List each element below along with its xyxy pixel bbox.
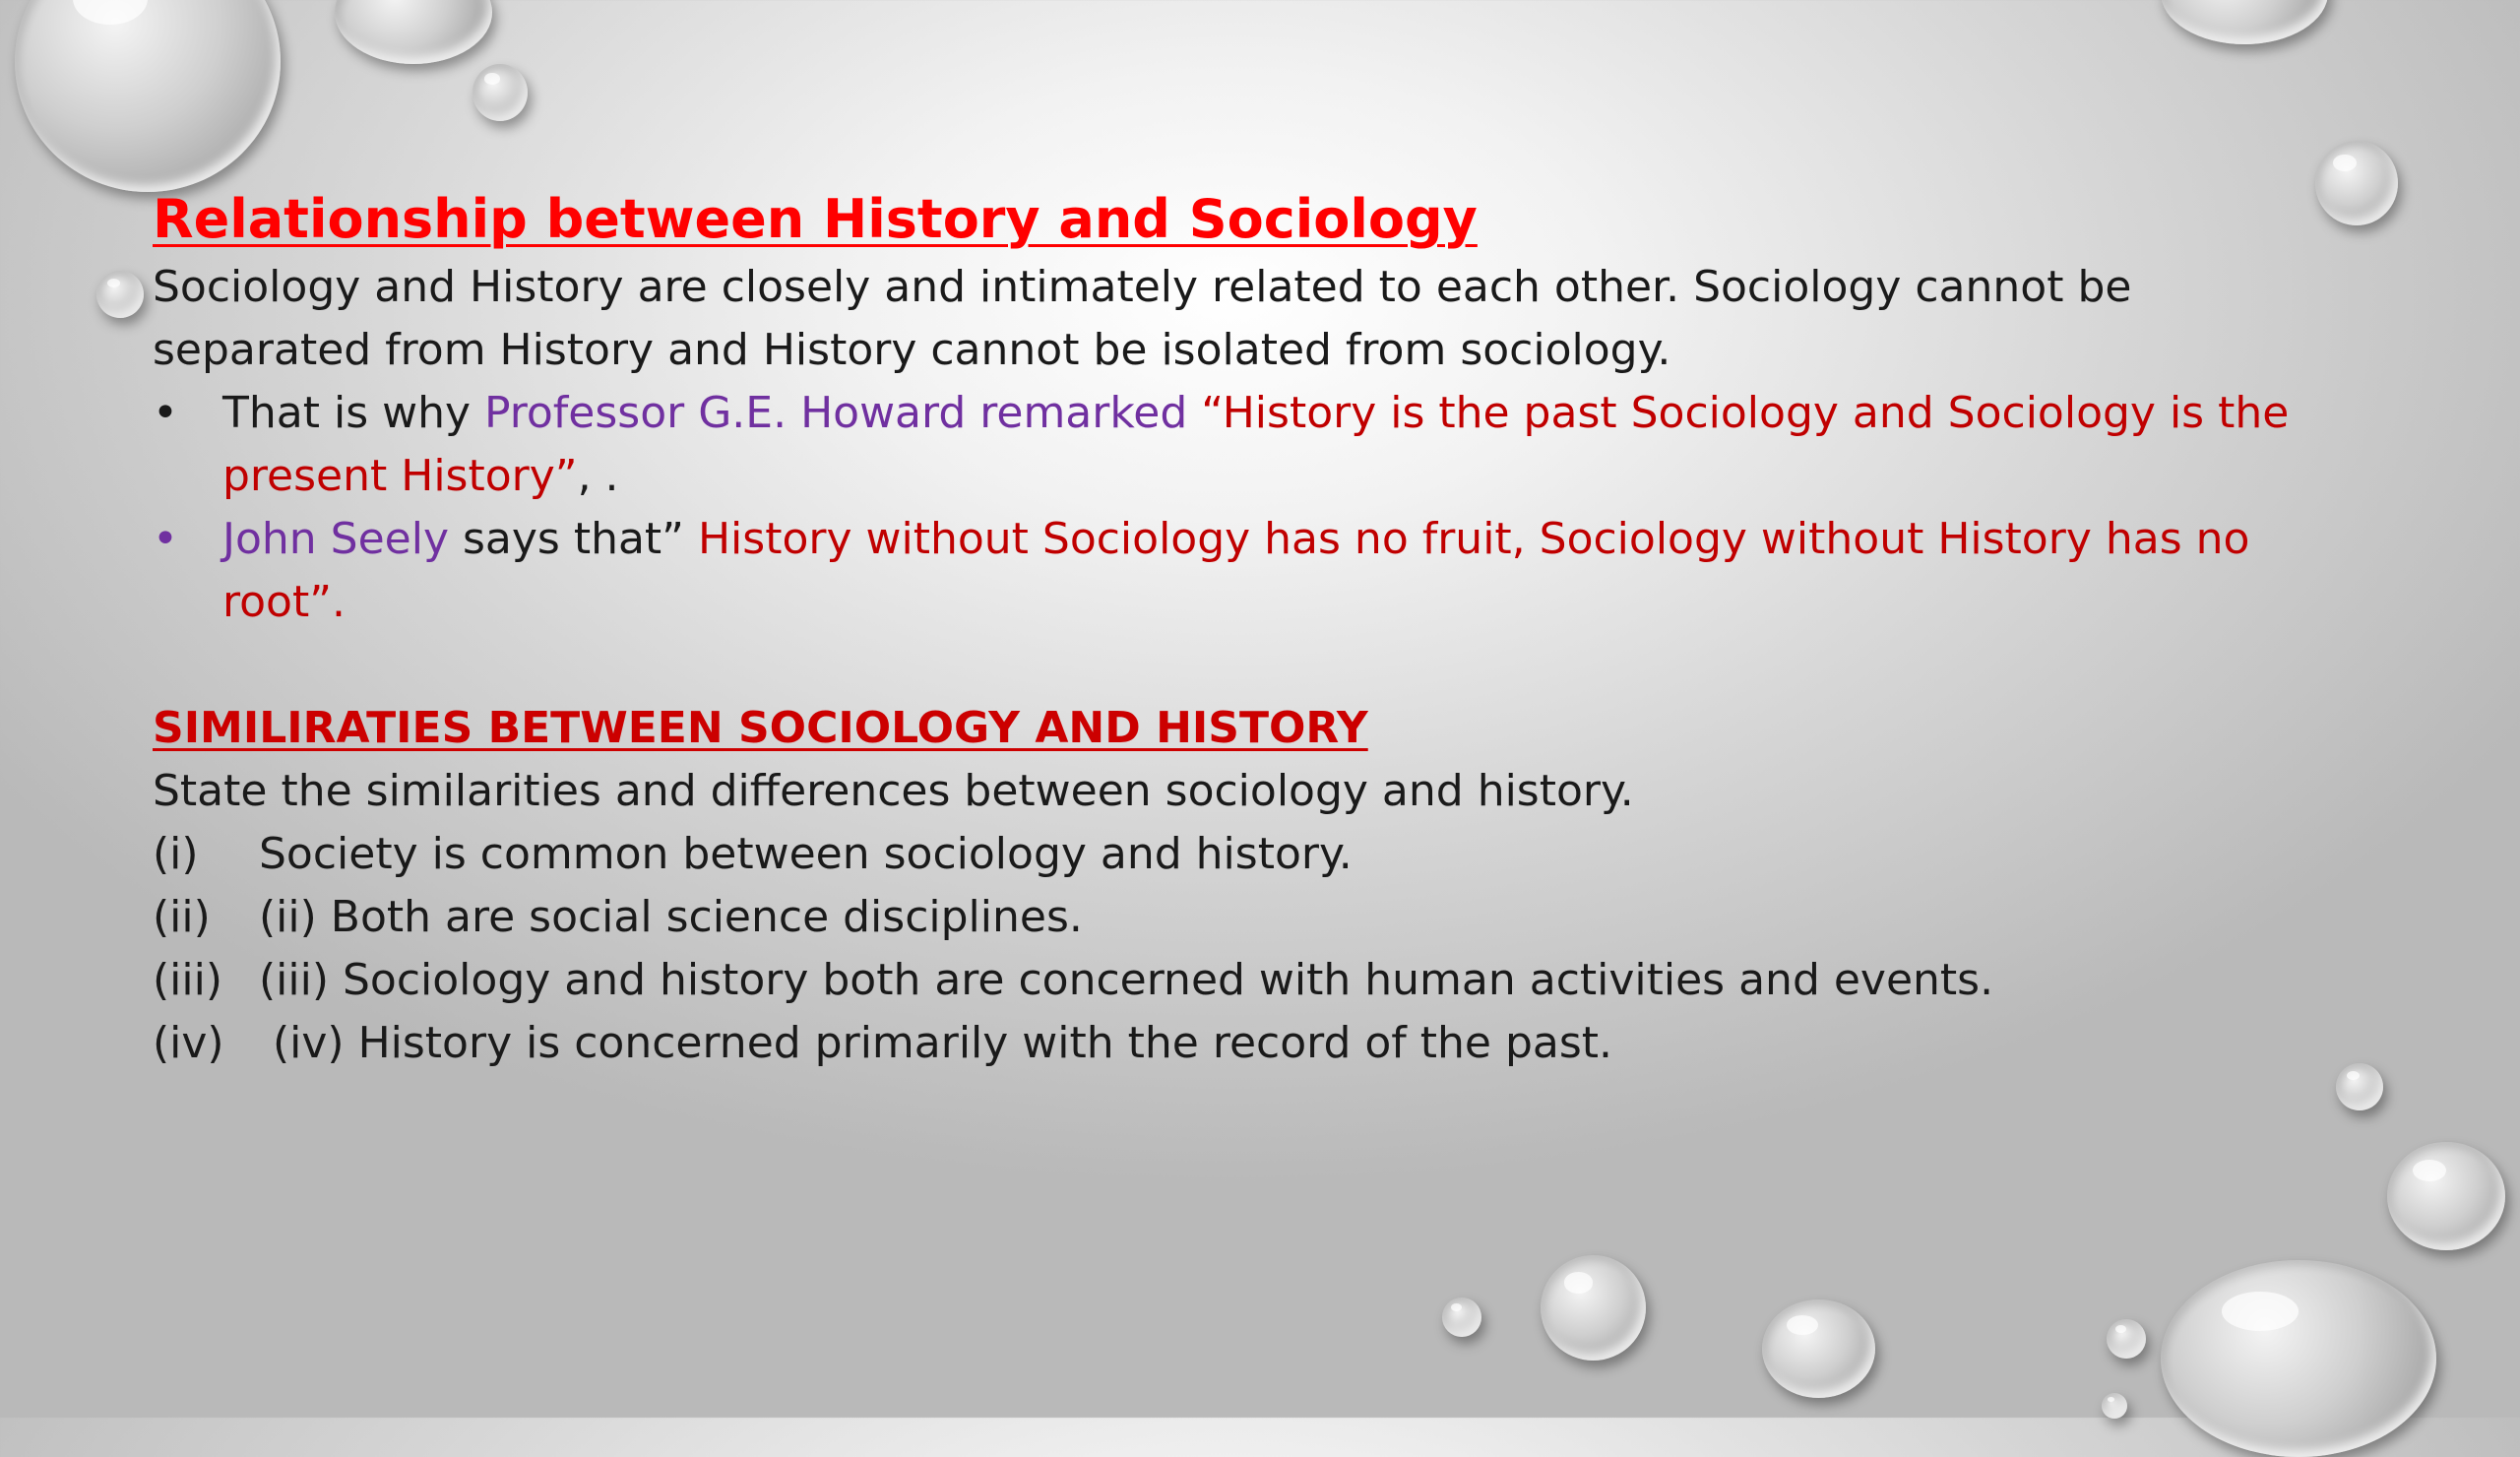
water-drop-decoration xyxy=(2161,1260,2436,1457)
john-seely-attribution: John Seely xyxy=(222,514,449,564)
slide-content xyxy=(153,187,2358,1075)
list-item-label: (iii) xyxy=(153,955,223,1005)
list-item-text: (iv) History is concerned primarily with the record of the past. xyxy=(259,1018,1613,1068)
water-drop-decoration xyxy=(1442,1298,1481,1337)
list-item-text: (ii) Both are social science disciplines. xyxy=(259,892,1083,942)
water-drop-decoration xyxy=(15,0,281,192)
list-item xyxy=(153,886,2358,949)
slide-title: Relationship between History and Sociology xyxy=(153,188,1478,250)
howard-quote: “History is the past Sociology and Sociology is the present History” xyxy=(222,388,2290,501)
water-drop-decoration xyxy=(2161,0,2328,44)
section-prompt: State the similarities and differences between sociology and history. xyxy=(153,766,1634,816)
water-drop-decoration xyxy=(1541,1255,1646,1361)
list-item xyxy=(153,823,2358,886)
bullet-marker: • xyxy=(153,388,178,438)
professor-howard-attribution: Professor G.E. Howard remarked xyxy=(484,388,1188,438)
intro-paragraph: Sociology and History are closely and intimately related to each other. Sociology cannot be separated from History and History cannot be isolated from sociology. xyxy=(153,262,2132,375)
water-drop-decoration xyxy=(2387,1142,2505,1250)
list-item-label: (i) xyxy=(153,829,199,879)
bullet-item xyxy=(153,382,2358,508)
list-item xyxy=(153,1012,2358,1075)
water-drop-decoration xyxy=(2107,1319,2146,1359)
list-item-label: (ii) xyxy=(153,892,211,942)
bullet-text: That is why xyxy=(222,388,484,438)
water-drop-decoration xyxy=(96,271,144,318)
bullet-item xyxy=(153,508,2358,634)
seely-quote: History without Sociology has no fruit, Sociology without History has no root”. xyxy=(222,514,2250,627)
water-drop-decoration xyxy=(472,64,528,121)
water-drop-decoration xyxy=(1762,1299,1875,1398)
list-item-label: (iv) xyxy=(153,1018,224,1068)
section-heading: SIMILIRATIES BETWEEN SOCIOLOGY AND HISTORY xyxy=(153,703,1368,753)
water-drop-decoration xyxy=(335,0,492,64)
bullet-text: says that” xyxy=(449,514,698,564)
list-item xyxy=(153,949,2358,1012)
bullet-marker: • xyxy=(153,514,178,564)
water-drop-decoration xyxy=(2102,1393,2127,1419)
bullet-text: , . xyxy=(577,451,619,501)
list-item-text: (iii) Sociology and history both are concerned with human activities and events. xyxy=(259,955,1994,1005)
list-item-text: Society is common between sociology and history. xyxy=(259,829,1353,879)
